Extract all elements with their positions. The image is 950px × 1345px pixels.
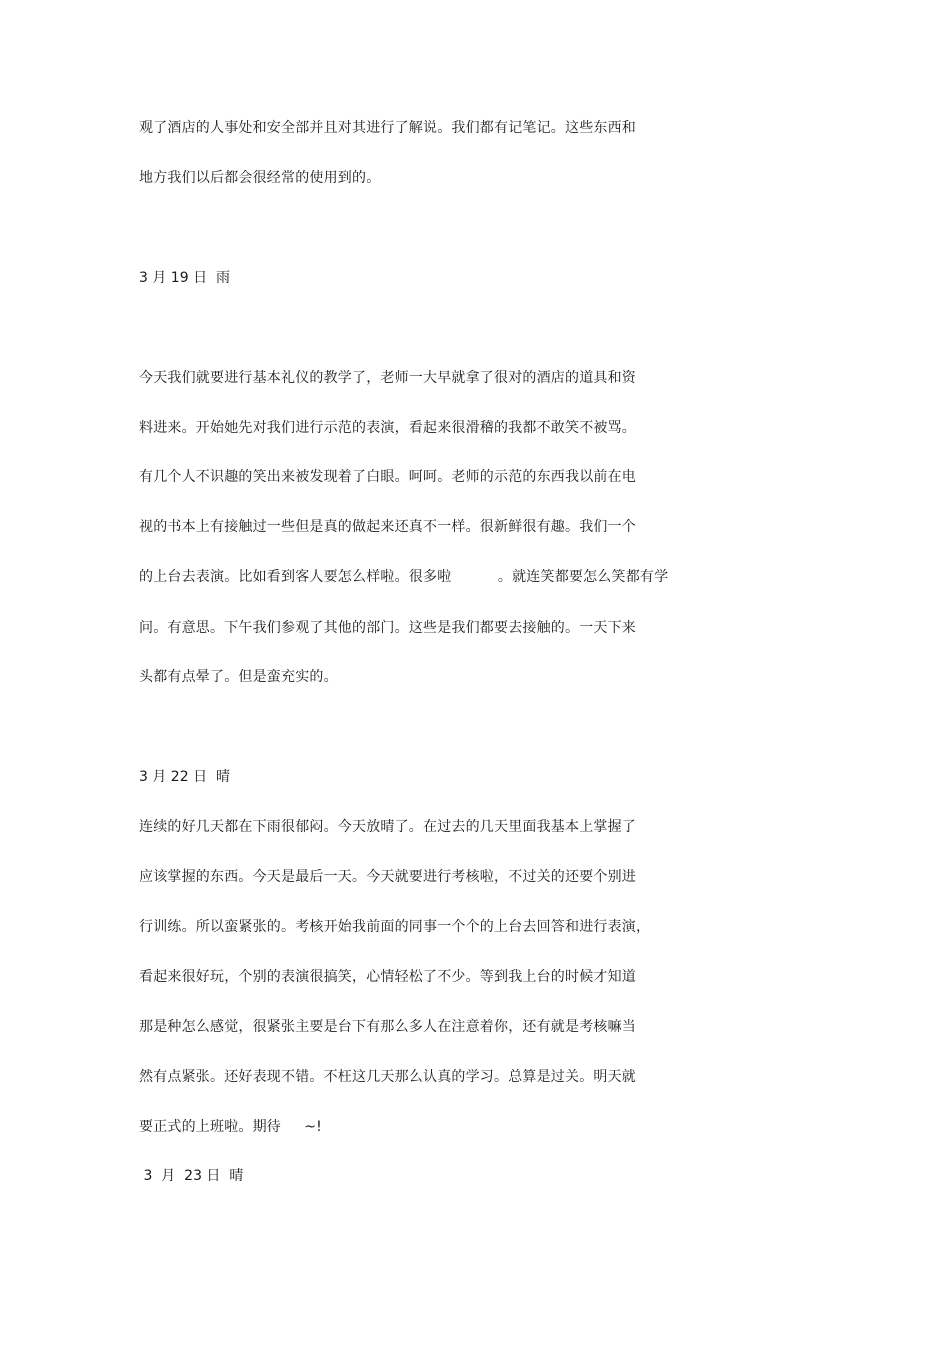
paragraph-line: 地方我们以后都会很经常的使用到的。: [139, 170, 381, 186]
paragraph-line: 料进来。开始她先对我们进行示范的表演，看起来很滑稽的我都不敢笑不被骂。: [139, 420, 636, 436]
paragraph-line: 应该掌握的东西。今天是最后一天。今天就要进行考核啦，不过关的还要个别进: [139, 869, 636, 885]
entry-date: 3 月 23 日 晴: [139, 1168, 244, 1184]
paragraph-line: 的上台去表演。比如看到客人要怎么样啦。很多啦 。就连笑都要怎么笑都有学: [139, 569, 669, 585]
paragraph-line: 看起来很好玩，个别的表演很搞笑，心情轻松了不少。等到我上台的时候才知道: [139, 969, 636, 985]
paragraph-line: 视的书本上有接触过一些但是真的做起来还真不一样。很新鲜很有趣。我们一个: [139, 519, 636, 535]
entry-date: 3 月 22 日 晴: [139, 769, 230, 785]
paragraph-line: 行训练。所以蛮紧张的。考核开始我前面的同事一个个的上台去回答和进行表演，: [139, 919, 651, 935]
paragraph-line: 有几个人不识趣的笑出来被发现着了白眼。呵呵。老师的示范的东西我以前在电: [139, 469, 636, 485]
paragraph-line: 要正式的上班啦。期待 ~!: [139, 1119, 322, 1135]
paragraph-line: 问。有意思。下午我们参观了其他的部门。这些是我们都要去接触的。一天下来: [139, 620, 636, 636]
paragraph-line: 那是种怎么感觉，很紧张主要是台下有那么多人在注意着你，还有就是考核嘛当: [139, 1019, 636, 1035]
paragraph-line: 观了酒店的人事处和安全部并且对其进行了解说。我们都有记笔记。这些东西和: [139, 120, 636, 136]
entry-date: 3 月 19 日 雨: [139, 270, 230, 286]
paragraph-line: 头都有点晕了。但是蛮充实的。: [139, 669, 338, 685]
paragraph-line: 然有点紧张。还好表现不错。不枉这几天那么认真的学习。总算是过关。明天就: [139, 1069, 636, 1085]
paragraph-line: 连续的好几天都在下雨很郁闷。今天放晴了。在过去的几天里面我基本上掌握了: [139, 819, 636, 835]
paragraph-line: 今天我们就要进行基本礼仪的教学了，老师一大早就拿了很对的酒店的道具和资: [139, 370, 636, 386]
